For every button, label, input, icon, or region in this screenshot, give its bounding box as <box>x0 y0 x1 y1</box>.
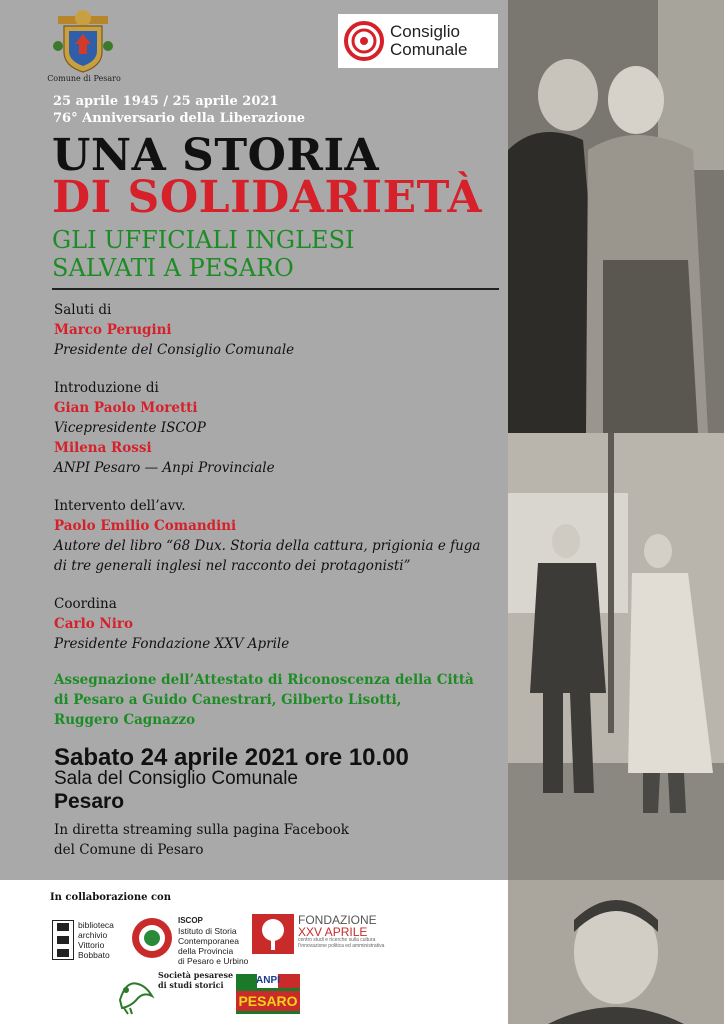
subtitle-line-2: SALVATI A PESARO <box>52 254 294 282</box>
intervento-block <box>54 496 480 576</box>
biblioteca-line-4: Bobbato <box>78 950 110 960</box>
coordina-label: Coordina <box>54 596 117 612</box>
streaming-line-1: In diretta streaming sulla pagina Facebook <box>54 822 349 838</box>
historic-photo-officers <box>508 433 724 880</box>
iscop-line-1: Istituto di Storia <box>178 926 237 936</box>
introduzione-role-2: ANPI Pesaro — Anpi Provinciale <box>54 460 275 476</box>
intervento-name: Paolo Emilio Comandini <box>54 518 237 534</box>
biblioteca-line-2: archivio <box>78 930 108 940</box>
introduzione-role-1: Vicepresidente ISCOP <box>54 420 206 436</box>
intervento-role-1: Autore del libro “68 Dux. Storia della cattura, prigionia e fuga <box>54 538 481 554</box>
comune-di-pesaro-crest-icon <box>52 6 114 74</box>
attestato-block <box>54 670 494 730</box>
streaming-line-2: del Comune di Pesaro <box>54 842 204 858</box>
societa-line-2: di studi storici <box>158 980 224 990</box>
photo-illustration-2-icon <box>508 433 724 880</box>
fondazione-small-2: l’innovazione politica ed amministrativa <box>298 943 385 949</box>
consiglio-comunale-mark-icon <box>344 21 384 61</box>
collaboration-label: In collaborazione con <box>50 892 171 903</box>
fondazione-tree-icon <box>252 914 294 954</box>
attestato-line-3: Ruggero Cagnazzo <box>54 712 196 728</box>
iscop-title: ISCOP <box>178 916 203 925</box>
intervento-label: Intervento dell’avv. <box>54 498 186 514</box>
historic-photo-portrait <box>508 880 724 1024</box>
historic-photo-two-men <box>508 0 724 433</box>
title-line-2: DI SOLIDARIETÀ <box>52 172 483 223</box>
societa-line-1: Società pesarese <box>158 970 234 980</box>
iscop-line-3: della Provincia <box>178 946 234 956</box>
consiglio-logo-line2: Comunale <box>390 40 468 59</box>
photo-illustration-icon <box>508 0 724 433</box>
comune-label: Comune di Pesaro <box>47 74 121 83</box>
introduzione-block <box>54 378 275 478</box>
title-divider <box>52 288 499 290</box>
consiglio-comunale-logo <box>338 14 498 68</box>
coordina-name: Carlo Niro <box>54 616 134 632</box>
coordina-block <box>54 594 289 654</box>
event-venue: Sala del Consiglio Comunale <box>54 768 298 789</box>
biblioteca-line-1: biblioteca <box>78 920 114 930</box>
fondazione-logo <box>252 914 384 954</box>
iscop-rosette-icon <box>130 916 174 960</box>
attestato-line-1: Assegnazione dell’Attestato di Riconoscenza della Città <box>54 672 474 688</box>
iscop-line-4: di Pesaro e Urbino <box>178 956 249 966</box>
photo-column <box>508 0 724 880</box>
iscop-logo <box>130 916 248 966</box>
streaming-info <box>54 820 349 860</box>
introduzione-name-2: Milena Rossi <box>54 440 152 456</box>
biblioteca-mark-icon <box>52 920 74 960</box>
fondazione-small-1: centro studi e ricerche sulla cultura <box>298 937 376 943</box>
saluti-label: Saluti di <box>54 302 112 318</box>
saluti-role: Presidente del Consiglio Comunale <box>54 342 295 358</box>
title-line-1: UNA STORIA <box>52 130 380 181</box>
dates-line: 25 aprile 1945 / 25 aprile 2021 <box>53 94 279 109</box>
introduzione-name-1: Gian Paolo Moretti <box>54 400 198 416</box>
biblioteca-logo <box>52 920 114 960</box>
fondazione-line-2: XXV APRILE <box>298 925 368 939</box>
societa-pesarese-logo <box>116 970 233 1016</box>
event-city: Pesaro <box>54 790 125 813</box>
saluti-name: Marco Perugini <box>54 322 172 338</box>
coordina-role: Presidente Fondazione XXV Aprile <box>54 636 290 652</box>
anpi-pesaro-logo <box>236 974 300 1014</box>
collaboration-footer <box>0 880 508 1024</box>
consiglio-logo-line1: Consiglio <box>390 22 460 41</box>
iscop-line-2: Contemporanea <box>178 936 239 946</box>
anpi-label: ANPI <box>256 975 280 986</box>
attestato-line-2: di Pesaro a Guido Canestrari, Gilberto Lisotti, <box>54 692 402 708</box>
introduzione-label: Introduzione di <box>54 380 159 396</box>
subtitle-line-1: GLI UFFICIALI INGLESI <box>52 226 355 254</box>
fondazione-line-1: FONDAZIONE <box>298 913 377 927</box>
intervento-role-2: di tre generali inglesi nel racconto dei protagonisti” <box>54 558 411 574</box>
peacock-icon <box>116 970 156 1016</box>
anpi-city: PESARO <box>236 991 300 1011</box>
portrait-illustration-icon <box>508 880 724 1024</box>
anniversary-line: 76° Anniversario della Liberazione <box>53 111 306 126</box>
anniversary-dates <box>53 93 305 127</box>
saluti-block <box>54 300 294 360</box>
biblioteca-line-3: Vittorio <box>78 940 105 950</box>
event-date: Sabato 24 aprile 2021 ore 10.00 <box>54 744 409 771</box>
